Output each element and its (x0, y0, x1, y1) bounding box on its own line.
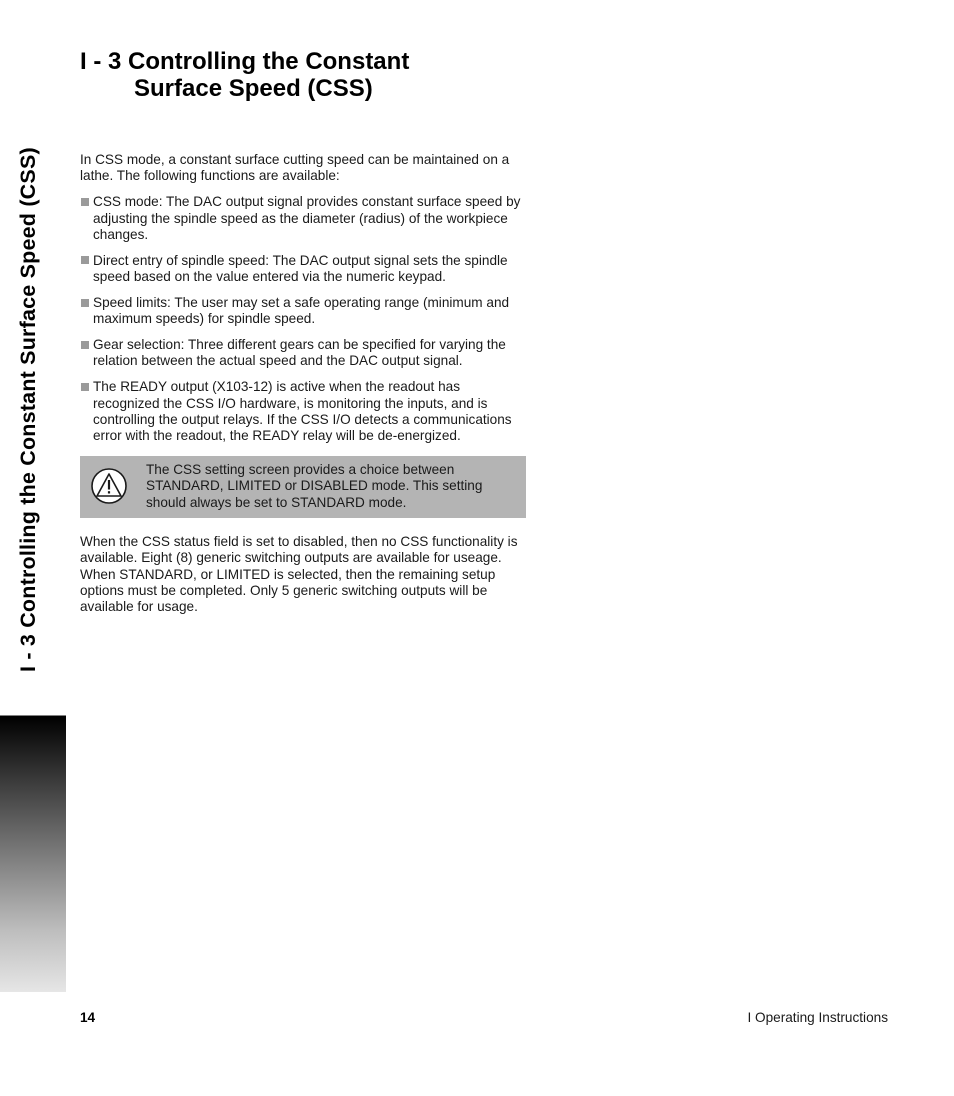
footer-section: I Operating Instructions (747, 1010, 888, 1025)
note-text: The CSS setting screen provides a choice between STANDARD, LIMITED or DISABLED mode. This setting should always be set to STANDARD mode. (146, 462, 483, 510)
list-item (80, 337, 526, 369)
warning-triangle-icon (90, 467, 128, 505)
after-note-paragraph: When the CSS status field is set to disabled, then no CSS functionality is available. Eight (8) generic switching outputs are available for useage. When STANDARD, or LIMITED is selected, then the remaining setup options must be completed. Only 5 generic switching outputs will be available for usage. (80, 534, 518, 615)
function-list (80, 194, 526, 444)
side-tab-label: I - 3 Controlling the Constant Surface Speed (CSS) (16, 147, 40, 672)
page-title-line-1: I - 3 Controlling the Constant (80, 48, 410, 75)
list-item-text: Direct entry of spindle speed: The DAC output signal sets the spindle speed based on the value entered via the numeric keypad. (93, 252, 508, 285)
list-item-text: Gear selection: Three different gears can be specified for varying the relation between the actual speed and the DAC output signal. (93, 337, 506, 369)
intro-paragraph: In CSS mode, a constant surface cutting speed can be maintained on a lathe. The following functions are available: (80, 152, 510, 184)
bullet-square-icon (81, 198, 89, 206)
bullet-square-icon (81, 256, 89, 264)
list-item (80, 379, 526, 444)
note-box (80, 456, 526, 518)
bullet-square-icon (81, 299, 89, 307)
list-item (80, 295, 526, 327)
side-tab (0, 0, 66, 992)
bullet-square-icon (81, 383, 89, 391)
page-title (80, 48, 409, 102)
list-item-text: Speed limits: The user may set a safe operating range (minimum and maximum speeds) for spindle speed. (93, 295, 510, 327)
list-item (80, 253, 526, 285)
list-item (80, 194, 526, 243)
page-number: 14 (80, 1010, 96, 1025)
list-item-text: CSS mode: The DAC output signal provides constant surface speed by adjusting the spindle speed as the diameter (radius) of the workpiece changes. (93, 194, 521, 242)
main-content (80, 152, 526, 615)
page-title-line-2: Surface Speed (CSS) (134, 75, 373, 102)
list-item-text: The READY output (X103-12) is active when the readout has recognized the CSS I/O hardware, is monitoring the inputs, and is controlling the output relays. If the CSS I/O detects a communications error with the readout, the READY relay will be de-energized. (93, 379, 512, 444)
bullet-square-icon (81, 341, 89, 349)
